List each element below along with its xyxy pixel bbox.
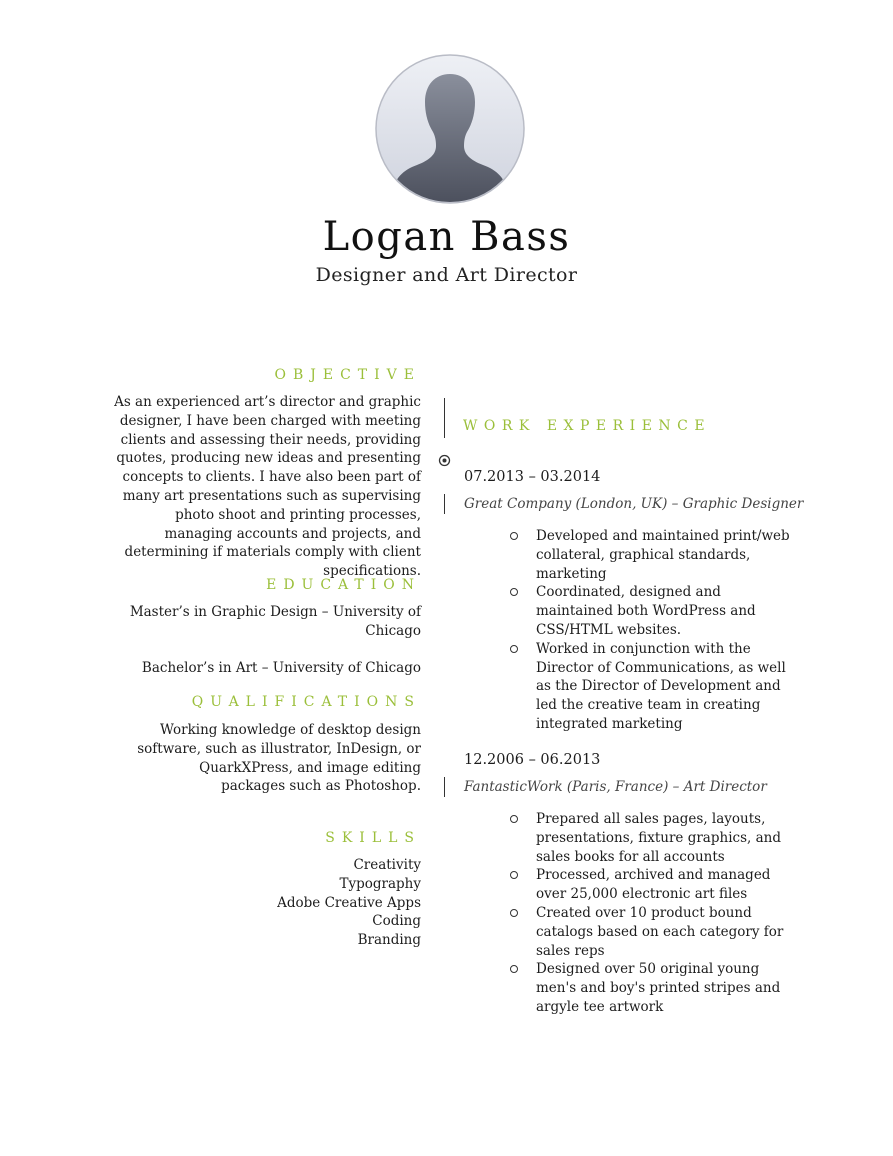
hollow-circle-bullet-icon: [510, 909, 518, 917]
bullet-text: Coordinated, designed and maintained both WordPress and CSS/HTML websites.: [536, 584, 756, 638]
hollow-circle-bullet-icon: [510, 815, 518, 823]
skill-item: Branding: [357, 932, 421, 949]
list-item: [508, 904, 798, 960]
work-experience-heading: WORK EXPERIENCE: [463, 418, 712, 434]
bullet-text: Prepared all sales pages, layouts, presentations, fixture graphics, and sales books for all accounts: [536, 811, 781, 865]
skill-item: Creativity: [353, 857, 421, 873]
list-item: [508, 527, 798, 583]
hollow-circle-bullet-icon: [510, 965, 518, 973]
hollow-circle-bullet-icon: [510, 588, 518, 596]
education-heading: EDUCATION: [266, 577, 421, 593]
candidate-title: Designer and Art Director: [315, 264, 578, 286]
bullet-text: Worked in conjunction with the Director of Communications, as well as the Director of Development and led the creative team in creating integrated marketing: [536, 640, 786, 732]
qualifications-text: Working knowledge of desktop design software, such as illustrator, InDesign, or QuarkXPress, and image editing packages such as Photoshop.: [137, 722, 421, 795]
avatar-person-icon: [375, 54, 525, 204]
skill-item: Typography: [339, 875, 421, 892]
timeline-divider: [444, 777, 445, 797]
skill-item: Adobe Creative Apps: [277, 894, 421, 911]
job-bullet-list: [508, 810, 798, 1017]
bullet-text: Created over 10 product bound catalogs based on each category for sales reps: [536, 904, 784, 959]
skills-heading: SKILLS: [325, 830, 421, 846]
list-item: [508, 866, 798, 904]
hollow-circle-bullet-icon: [510, 532, 518, 540]
job-dates: 07.2013 – 03.2014: [464, 469, 601, 485]
education-item: Bachelor’s in Art – University of Chicago: [141, 660, 421, 676]
hollow-circle-bullet-icon: [510, 871, 518, 879]
bullet-text: Processed, archived and managed over 25,000 electronic art files: [536, 867, 771, 903]
target-circle-icon: [438, 454, 451, 467]
list-item: [508, 583, 798, 639]
skills-list: [91, 856, 421, 950]
bullet-text: Developed and maintained print/web collateral, graphical standards, marketing: [536, 528, 790, 582]
objective-text: As an experienced art’s director and graphic designer, I have been charged with meeting clients and assessing their needs, providing quotes, producing new ideas and presenting concepts to clients. I have also been part of many art presentations such as supervising photo shoot and printing processes, managing accounts and projects, and determining if materials comply with client specifications.: [114, 394, 421, 580]
qualifications-heading: QUALIFICATIONS: [191, 694, 421, 710]
hollow-circle-bullet-icon: [510, 645, 518, 653]
list-item: [508, 810, 798, 866]
education-item: Master’s in Graphic Design – University of Chicago: [129, 604, 421, 639]
list-item: [508, 960, 798, 1016]
job-company: Great Company (London, UK) – Graphic Designer: [464, 496, 804, 512]
skill-item: Coding: [372, 913, 421, 930]
timeline-divider: [444, 398, 445, 438]
list-item: [508, 640, 798, 734]
candidate-name: Logan Bass: [322, 214, 571, 260]
job-company: FantasticWork (Paris, France) – Art Director: [464, 779, 767, 795]
objective-heading: OBJECTIVE: [274, 367, 421, 383]
job-dates: 12.2006 – 06.2013: [464, 752, 601, 768]
job-bullet-list: [508, 527, 798, 734]
timeline-divider: [444, 494, 445, 514]
bullet-text: Designed over 50 original young men's and boy's printed stripes and argyle tee artwork: [536, 961, 781, 1015]
